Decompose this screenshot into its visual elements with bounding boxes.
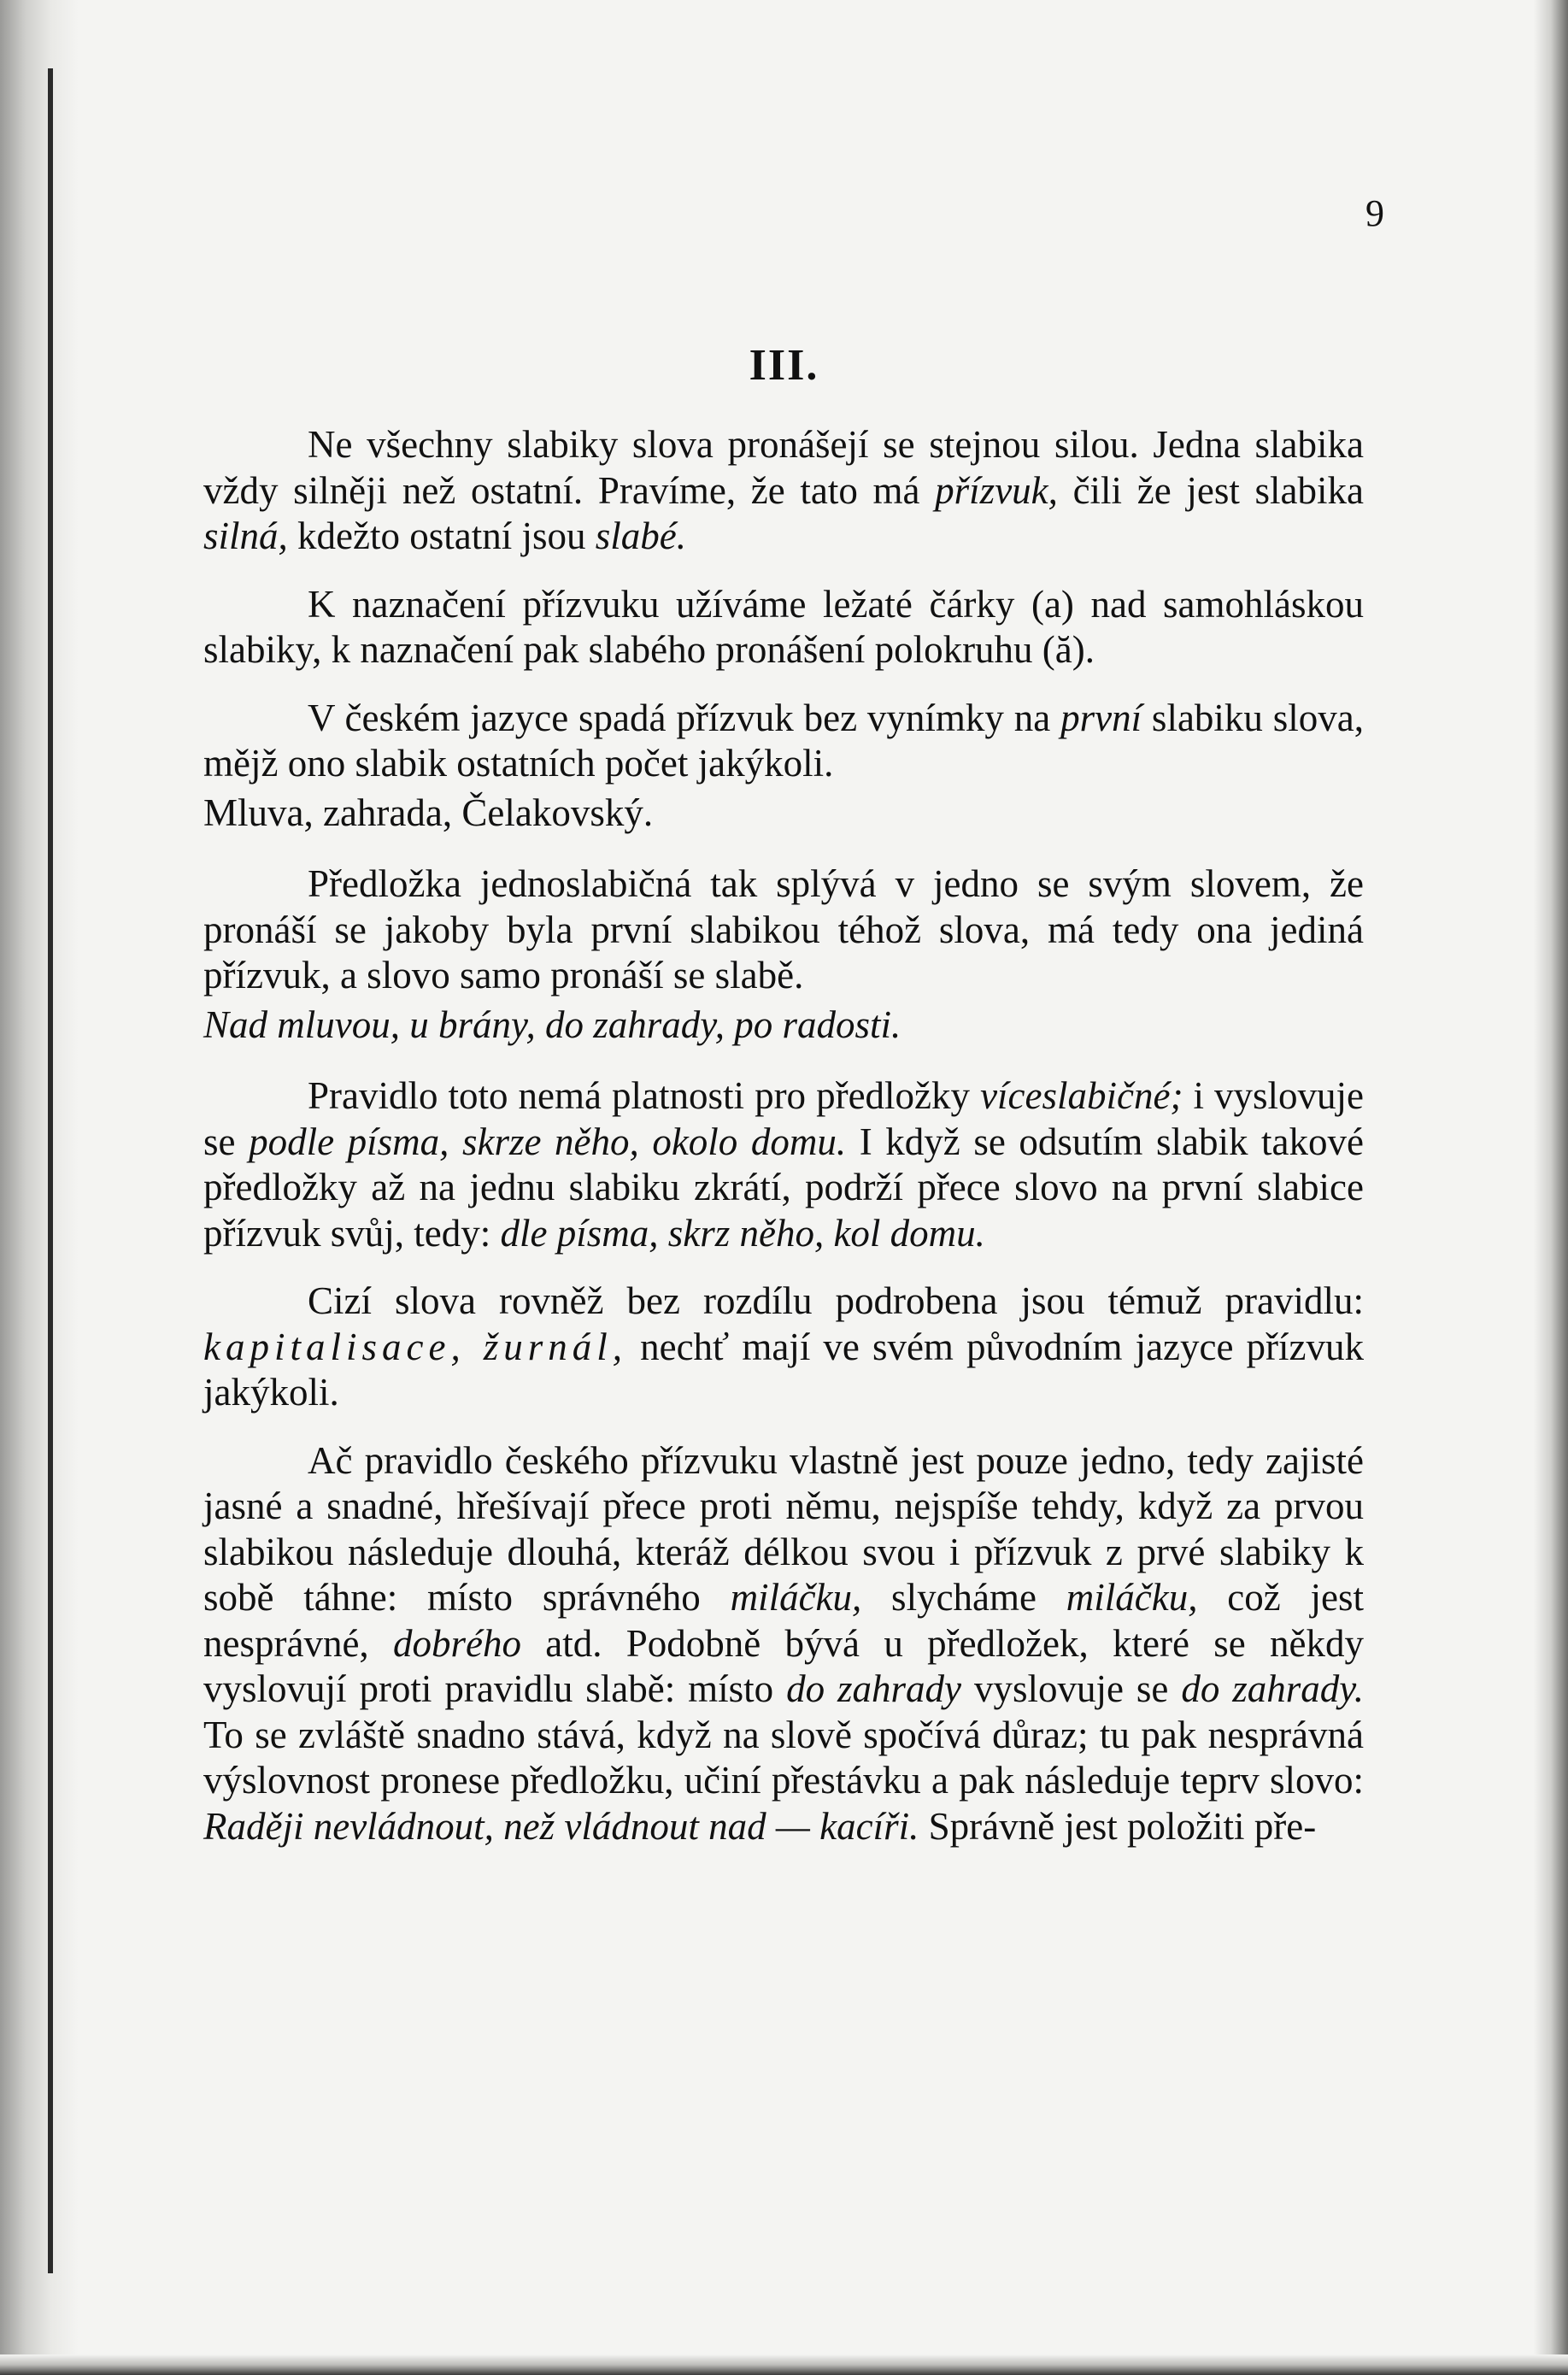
paragraph-7-mid3: atd. Podobně bývá u předložek, které se někdy vyslovují proti pravidlu slabě: místo [203,1621,1365,1710]
example-milacku-2: miláčku, [1066,1576,1198,1619]
paragraph-2 [203,582,1364,673]
paragraph-1-mid2: kdežto ostatní jsou [287,514,596,557]
example-radeji-nevladnout: Raději nevládnout, než vládnout nad — kacíři. [203,1804,919,1848]
term-prizvuk: přízvuk, [935,468,1058,512]
example-do-zahrady-2: do zahrady. [1181,1667,1365,1710]
paragraph-1-mid1: čili že jest slabika [1057,468,1364,512]
example-line-3: Mluva, zahrada, Čelakovský. [203,791,654,834]
paragraph-4 [203,861,1364,999]
paragraph-3-text: V českém jazyce spadá přízvuk bez vynímky na [308,696,1061,739]
paragraph-6 [203,1279,1364,1416]
paragraph-3-tail: slabiku slova, mějž ono slabik ostatních počet jakýkoli. [203,696,1365,785]
paragraph-7-mid4: vyslovuje se [961,1667,1182,1710]
paragraph-7-mid5: To se zvláště snadno stává, když na slově spočívá důraz; tu pak nesprávná výslovnost pronese předložku, učiní přestávku a pak následuje teprv slovo: [203,1713,1364,1802]
paragraph-2-text: K naznačení přízvuku užíváme ležaté čárky (a) nad samohláskou slabiky, k naznačení pak slabého pronášení polokruhu (ă). [203,582,1364,671]
term-prvni: první [1060,696,1142,739]
example-milacku-1: miláčku, [730,1576,862,1619]
paragraph-4-text: Předložka jednoslabičná tak splývá v jedno se svým slovem, že pronáší se jakoby byla první slabikou téhož slova, má tedy ona jediná přízvuk, a slovo samo pronáší se slabě. [203,862,1364,996]
example-do-zahrady-1: do zahrady [786,1667,962,1710]
example-kapitalisace: kapitalisace, žurnál, [203,1325,628,1368]
paragraph-1-text: Ne všechny slabiky slova pronášejí se stejnou silou. Jedna slabika vždy silněji než ostatní. Pravíme, že tato má [203,423,1364,512]
paragraph-5 [203,1073,1364,1256]
paragraph-5-text: Pravidlo toto nemá platnosti pro předložky [308,1074,981,1117]
paragraph-3 [203,696,1364,787]
example-dobreho: dobrého [392,1621,521,1665]
page-bottom-edge-shadow [0,2354,1568,2375]
paragraph-5-mid2: I když se odsutím slabik takové předložky až na jednu slabiku zkrátí, podrží přece slovo na první slabice přízvuk svůj, tedy: [203,1120,1364,1255]
body-text [203,422,1364,1872]
paragraph-7 [203,1438,1364,1850]
paragraph-7-mid1: slycháme [861,1576,1066,1619]
term-slabe: slabé. [595,514,686,557]
paragraph-1 [203,422,1364,560]
paragraph-6-tail: nechť mají ve svém původním jazyce přízvuk jakýkoli. [203,1325,1364,1414]
chapter-heading: III. [749,341,819,390]
book-spine-line [48,68,53,2273]
term-viceslabicne: víceslabičné; [980,1074,1183,1117]
term-silna: silná, [203,514,288,557]
example-line-4: Nad mluvou, u brány, do zahrady, po radosti. [203,1002,901,1046]
paragraph-7-text: Ač pravidlo českého přízvuku vlastně jest pouze jedno, tedy zajisté jasné a snadné, hřešívají přece proti němu, nejspíše tehdy, když za prvou slabikou následuje dlouhá, kteráž délkou svou i přízvuk z prvé slabiky k sobě táhne: místo správného [203,1438,1364,1619]
paragraph-5-mid1: i vyslovuje se [203,1074,1364,1163]
paragraph-7-mid2: což jest nesprávné, [203,1576,1364,1665]
example-podle-pisma: podle písma, skrze něho, okolo domu. [249,1120,847,1163]
page-number: 9 [1365,192,1384,234]
example-dle-pisma: dle písma, skrz něho, kol domu. [500,1211,985,1255]
paragraph-7-mid6: Správně jest položiti pře- [919,1804,1317,1848]
paragraph-6-text: Cizí slova rovněž bez rozdílu podrobena jsou témuž pravidlu: [308,1279,1364,1322]
